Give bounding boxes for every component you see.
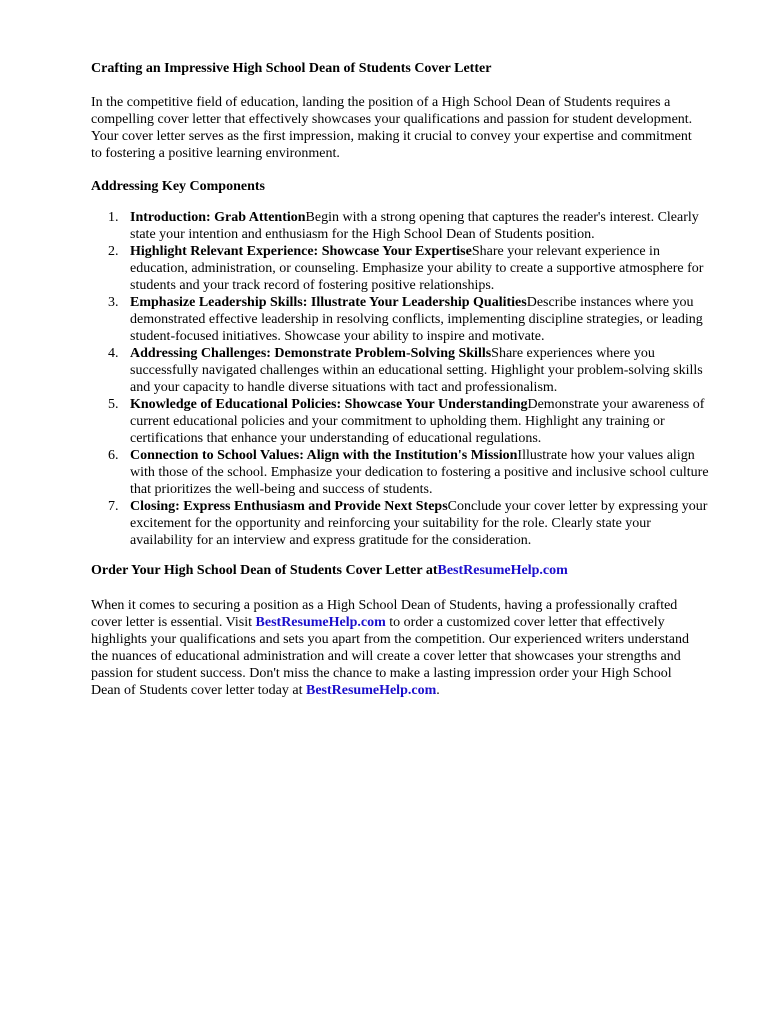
list-item-number: 5. xyxy=(108,397,119,412)
list-item xyxy=(91,294,711,345)
list-item-number: 7. xyxy=(108,499,119,514)
list-item-text: Illustrate how your values align with those of the school. Emphasize your dedication to fostering a positive and inclusive school culture that prioritizes the well-being and success of students. xyxy=(130,448,709,497)
list-item-number: 4. xyxy=(108,346,119,361)
list-item xyxy=(91,447,711,498)
list-item xyxy=(91,243,711,294)
list-item-number: 3. xyxy=(108,295,119,310)
list-item-heading: Connection to School Values: Align with the Institution's Mission xyxy=(130,448,518,463)
closing-text-part1: When it comes to securing a position as a High School Dean of Students, having a professionally crafted cover letter is essential. Visit xyxy=(91,598,678,630)
document-title: Crafting an Impressive High School Dean of Students Cover Letter xyxy=(91,61,492,76)
list-item xyxy=(91,396,711,447)
order-heading-text: Order Your High School Dean of Students Cover Letter at xyxy=(91,563,438,578)
list-item-text: Begin with a strong opening that captures the reader's interest. Clearly state your intention and enthusiasm for the High School Dean of Students position. xyxy=(130,210,699,242)
list-item-number: 6. xyxy=(108,448,119,463)
intro-paragraph: In the competitive field of education, landing the position of a High School Dean of Students requires a compelling cover letter that effectively showcases your qualifications and passion for student development. Your cover letter serves as the first impression, making it crucial to convey your expertise and commitment to fostering a positive learning environment. xyxy=(91,95,693,161)
order-heading xyxy=(91,562,708,580)
list-item-text: Conclude your cover letter by expressing your excitement for the opportunity and reinforcing your suitability for the role. Clearly state your availability for an interview and express gratitude for the consideration. xyxy=(130,499,708,548)
closing-text-end: . xyxy=(436,683,440,698)
list-item-text: Share your relevant experience in education, administration, or counseling. Emphasize your ability to create a supportive atmosphere for students and your track record of fostering positive relationships. xyxy=(130,244,704,293)
list-item xyxy=(91,209,711,243)
list-item-heading: Highlight Relevant Experience: Showcase Your Expertise xyxy=(130,244,472,259)
list-item xyxy=(91,345,711,396)
list-item-text: Share experiences where you successfully navigated challenges within an educational setting. Highlight your problem-solving skills and your capacity to handle diverse situations with tact and professionalism. xyxy=(130,346,703,395)
list-item-heading: Emphasize Leadership Skills: Illustrate Your Leadership Qualities xyxy=(130,295,527,310)
list-item xyxy=(91,498,711,549)
list-item-heading: Knowledge of Educational Policies: Showcase Your Understanding xyxy=(130,397,528,412)
list-item-heading: Closing: Express Enthusiasm and Provide Next Steps xyxy=(130,499,448,514)
list-item-number: 2. xyxy=(108,244,119,259)
closing-paragraph xyxy=(91,597,701,699)
components-heading: Addressing Key Components xyxy=(91,179,265,194)
list-item-number: 1. xyxy=(108,210,119,225)
order-heading-link[interactable]: BestResumeHelp.com xyxy=(437,563,568,578)
list-item-heading: Addressing Challenges: Demonstrate Problem-Solving Skills xyxy=(130,346,492,361)
closing-text-part2: to order a customized cover letter that effectively highlights your qualifications and sets you apart from the competition. Our experienced writers understand the nuances of educational administration and will create a cover letter that showcases your strengths and passion for student success. Don't miss the chance to make a lasting impression order your High School Dean of Students cover letter today at xyxy=(91,615,689,698)
list-item-text: Demonstrate your awareness of current educational policies and your commitment to upholding them. Highlight any training or certifications that enhance your understanding of educational regulations. xyxy=(130,397,705,446)
closing-link-1[interactable]: BestResumeHelp.com xyxy=(255,615,386,630)
components-list xyxy=(91,209,711,549)
closing-link-2[interactable]: BestResumeHelp.com xyxy=(305,683,437,698)
list-item-heading: Introduction: Grab Attention xyxy=(130,210,306,225)
list-item-text: Describe instances where you demonstrated effective leadership in resolving conflicts, implementing discipline strategies, or leading student-focused initiatives. Showcase your ability to inspire and motivate. xyxy=(130,295,703,344)
